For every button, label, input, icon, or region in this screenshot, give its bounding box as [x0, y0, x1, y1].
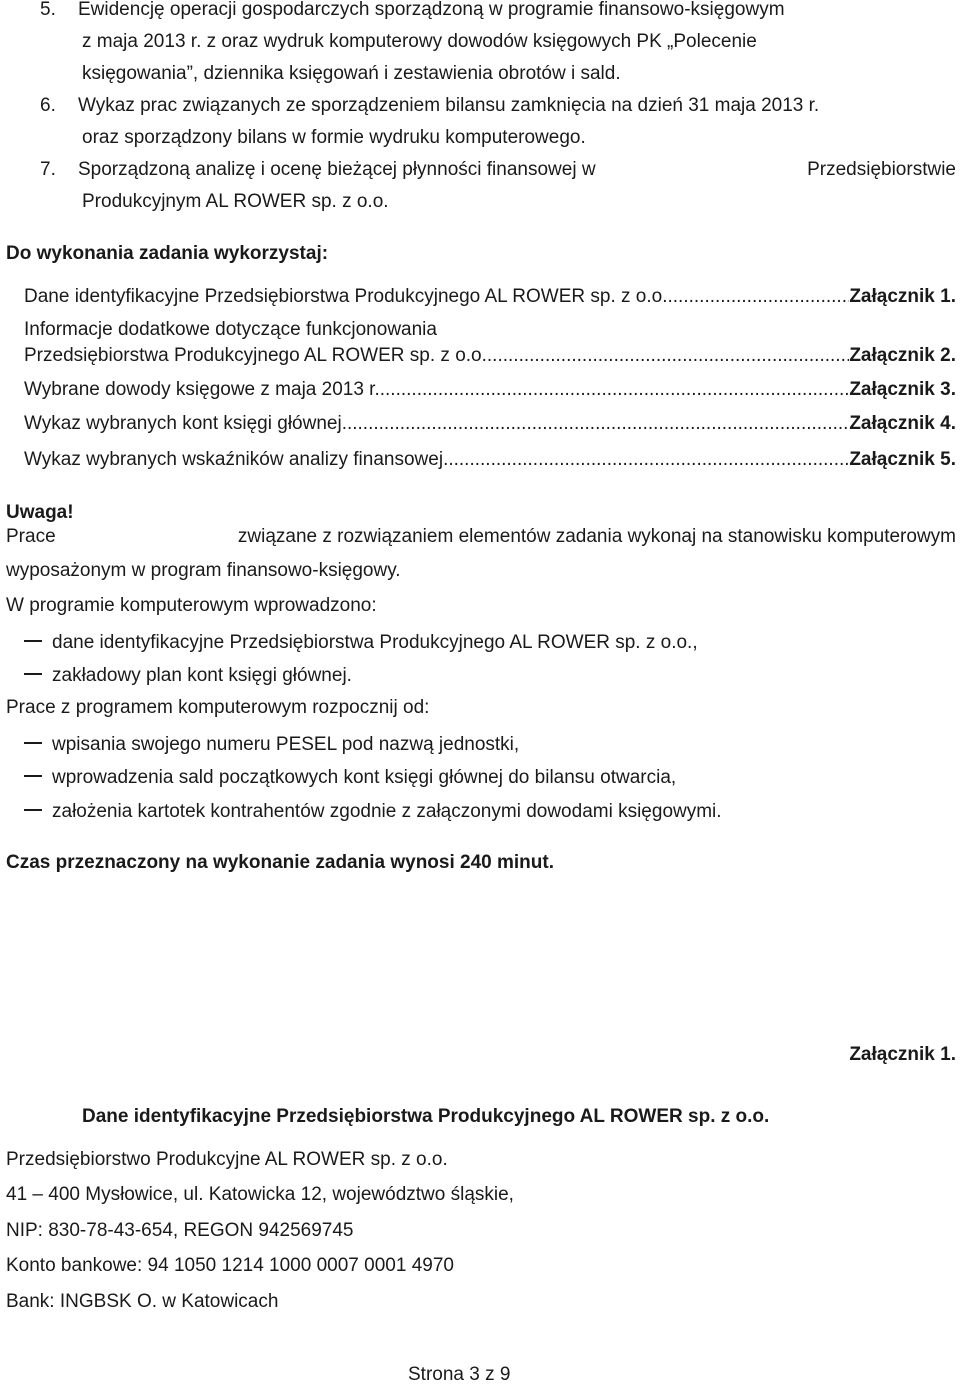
list-item-7	[0, 158, 956, 182]
notice-title: Uwaga!	[6, 502, 74, 523]
bullet-item	[24, 664, 352, 688]
dash-icon	[24, 775, 42, 777]
company-address: 41 – 400 Mysłowice, ul. Katowicka 12, województwo śląskie,	[6, 1184, 514, 1205]
notice-paragraph-2: W programie komputerowym wprowadzono:	[6, 595, 377, 616]
dash-icon	[24, 640, 42, 642]
list-number: 5.	[40, 0, 56, 20]
list-number: 7.	[40, 159, 56, 180]
list-item-6	[0, 94, 819, 118]
annex-label: Załącznik 1.	[849, 1044, 956, 1065]
notice-text: Prace	[6, 526, 56, 547]
bullet-text: wpisania swojego numeru PESEL pod nazwą jednostki,	[52, 734, 520, 755]
bullet-text: założenia kartotek kontrahentów zgodnie z załączonymi dowodami księgowymi.	[52, 801, 722, 822]
list-number: 6.	[40, 95, 56, 116]
resource-text: Przedsiębiorstwa Produkcyjnego AL ROWER sp. z o.o.	[24, 345, 487, 366]
list-text-end: Przedsiębiorstwie	[807, 159, 956, 180]
resource-text: Dane identyfikacyjne Przedsiębiorstwa Produkcyjnego AL ROWER sp. z o.o.	[24, 286, 668, 307]
notice-text: związane z rozwiązaniem elementów zadania wykonaj na stanowisku komputerowym	[237, 526, 956, 547]
annex-ref: Załącznik 2.	[849, 345, 956, 366]
annex-ref: Załącznik 1.	[849, 286, 956, 307]
resource-entry	[24, 378, 956, 402]
company-name: Przedsiębiorstwo Produkcyjne AL ROWER sp. z o.o.	[6, 1149, 448, 1170]
list-text-continued: Produkcyjnym AL ROWER sp. z o.o.	[82, 191, 389, 212]
annex-ref: Załącznik 5.	[849, 449, 956, 470]
list-text-continued: księgowania”, dziennika księgowań i zestawienia obrotów i sald.	[82, 63, 621, 84]
resources-heading: Do wykonania zadania wykorzystaj:	[6, 243, 329, 264]
resource-entry	[24, 285, 956, 309]
resource-text: Wybrane dowody księgowe z maja 2013 r.	[24, 379, 380, 400]
company-ids: NIP: 830-78-43-654, REGON 942569745	[6, 1220, 354, 1241]
dot-leader	[380, 378, 850, 402]
page-number: Strona 3 z 9	[408, 1364, 511, 1385]
bullet-item	[24, 800, 722, 824]
resource-text: Wykaz wybranych wskaźników analizy finansowej	[24, 449, 444, 470]
bank-name: Bank: INGBSK O. w Katowicach	[6, 1291, 279, 1312]
resource-text-pre: Informacje dodatkowe dotyczące funkcjonowania	[24, 319, 437, 340]
dot-leader	[342, 412, 850, 436]
notice-paragraph	[6, 525, 956, 549]
resource-text: Wykaz wybranych kont księgi głównej	[24, 413, 342, 434]
resource-entry	[24, 412, 956, 436]
list-text-continued: oraz sporządzony bilans w formie wydruku komputerowego.	[82, 127, 586, 148]
annex-ref: Załącznik 4.	[849, 413, 956, 434]
dash-icon	[24, 742, 42, 744]
resource-entry	[24, 448, 956, 472]
list-item-5	[0, 0, 956, 22]
dash-icon	[24, 673, 42, 675]
list-text: Ewidencję operacji gospodarczych sporządzoną w programie finansowo-księgowym	[78, 0, 785, 20]
bullet-item	[24, 733, 519, 757]
dot-leader	[487, 344, 849, 368]
dot-leader	[443, 448, 849, 472]
notice-paragraph-3: Prace z programem komputerowym rozpocznij od:	[6, 697, 430, 718]
annex-ref: Załącznik 3.	[849, 379, 956, 400]
list-text: Sporządzoną analizę i ocenę bieżącej płynności finansowej w	[78, 159, 596, 180]
time-notice: Czas przeznaczony na wykonanie zadania wynosi 240 minut.	[6, 852, 554, 873]
annex-heading: Dane identyfikacyjne Przedsiębiorstwa Produkcyjnego AL ROWER sp. z o.o.	[82, 1106, 770, 1127]
resource-entry	[24, 344, 956, 368]
dot-leader	[668, 285, 850, 309]
list-text: Wykaz prac związanych ze sporządzeniem bilansu zamknięcia na dzień 31 maja 2013 r.	[78, 95, 820, 116]
dash-icon	[24, 809, 42, 811]
notice-text-continued: wyposażonym w program finansowo-księgowy.	[6, 560, 401, 581]
bullet-text: dane identyfikacyjne Przedsiębiorstwa Produkcyjnego AL ROWER sp. z o.o.,	[52, 632, 698, 653]
bullet-item	[24, 766, 676, 790]
list-text-continued: z maja 2013 r. z oraz wydruk komputerowy dowodów księgowych PK „Polecenie	[82, 31, 757, 52]
bank-account: Konto bankowe: 94 1050 1214 1000 0007 0001 4970	[6, 1255, 454, 1276]
bullet-text: zakładowy plan kont księgi głównej.	[52, 665, 352, 686]
bullet-text: wprowadzenia sald początkowych kont księgi głównej do bilansu otwarcia,	[52, 767, 677, 788]
bullet-item	[24, 631, 698, 655]
